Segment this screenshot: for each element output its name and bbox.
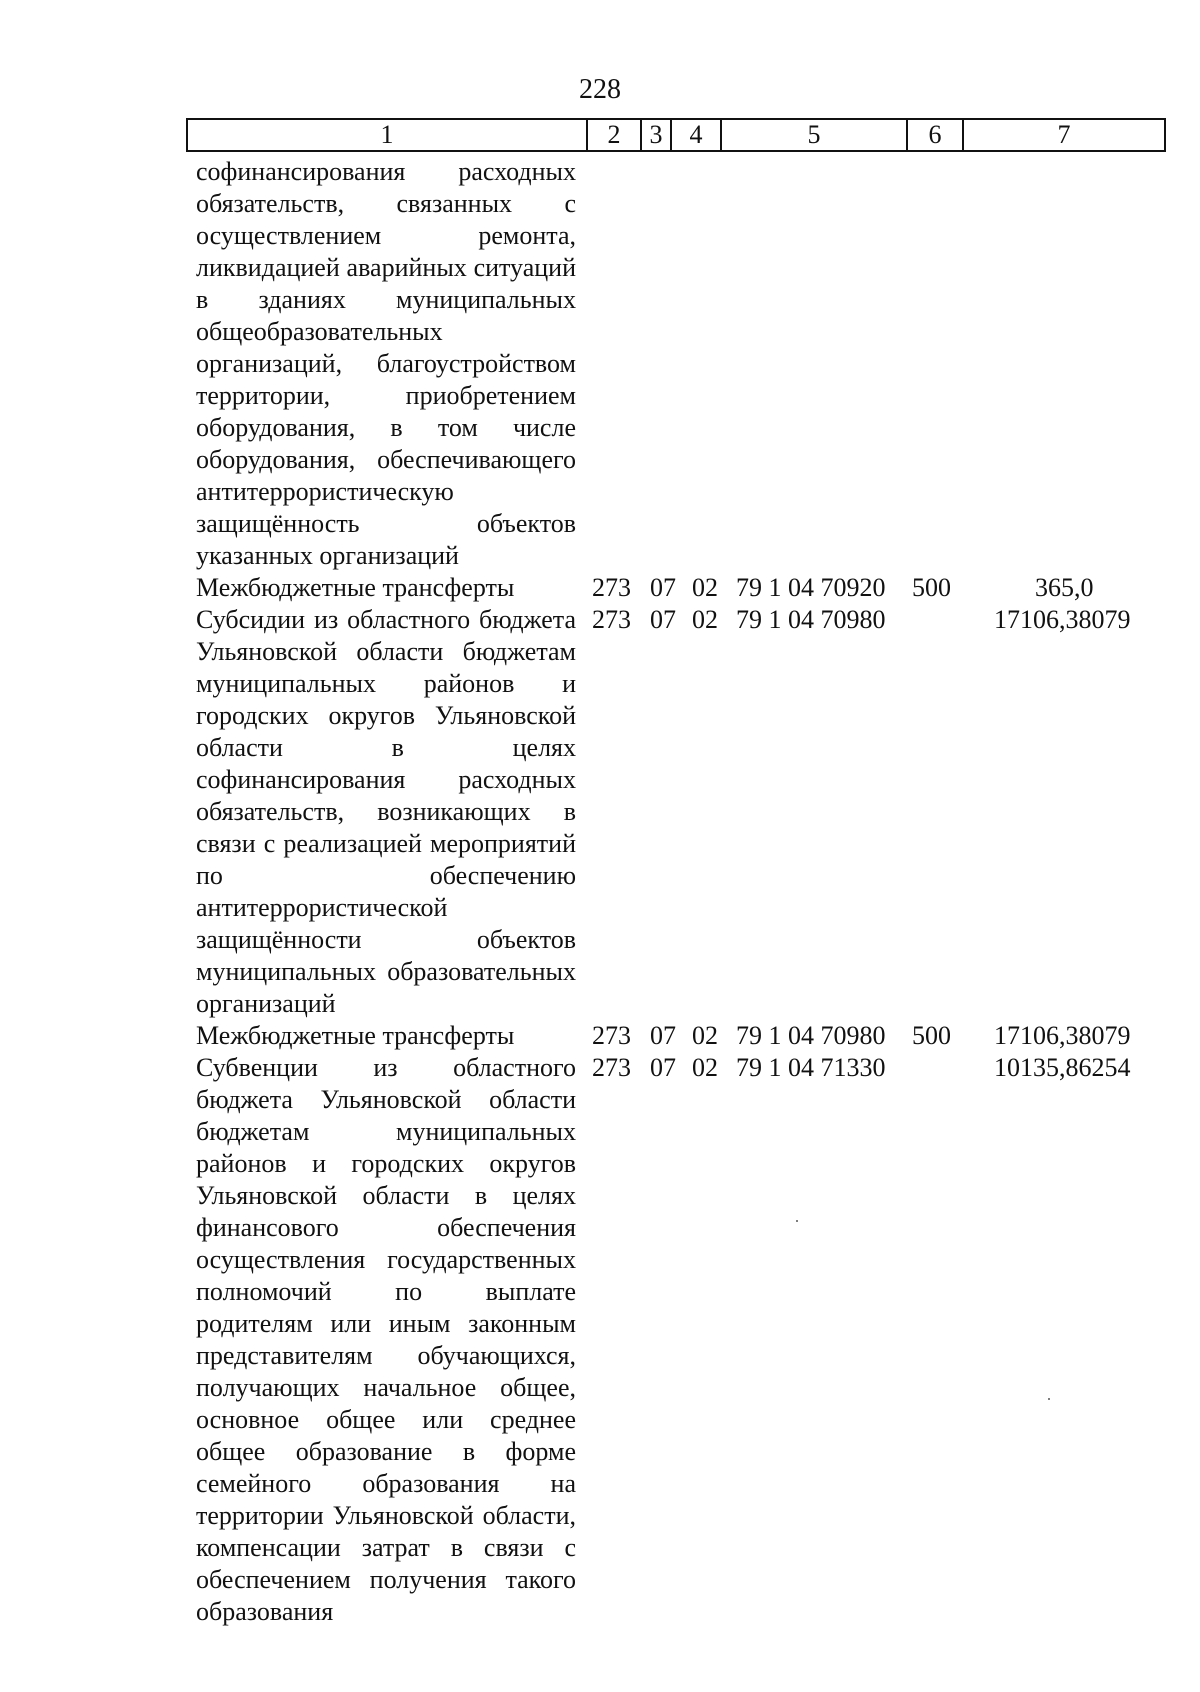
cell-subsection: 02 [692, 573, 718, 602]
header-col-5: 5 [722, 120, 908, 150]
header-col-1: 1 [188, 120, 588, 150]
cell-ministry: 273 [592, 1053, 631, 1082]
row-description: Межбюджетные трансферты [196, 1021, 515, 1050]
table-row [0, 1052, 1200, 1628]
table-row [0, 572, 1200, 604]
cell-subsection: 02 [692, 605, 718, 634]
table-body [0, 156, 1200, 1628]
cell-amount: 17106,38079 [994, 1021, 1131, 1050]
cell-subsection: 02 [692, 1021, 718, 1050]
row-description: Субвенции из областного бюджета Ульяновской области бюджетам муниципальных районов и городских округов Ульяновской области в целях финансового обеспечения осуществления государственных полномочий по выплате родителям или иным законным представителям обучающихся, получающих начальное общее, основное общее или среднее общее образование в форме семейного образования на территории Ульяновской области, компенсации затрат в связи с обеспечением получения такого образования [196, 1053, 576, 1626]
row-description: софинансирования расходных обязательств, связанных с осуществлением ремонта, ликвидацией аварийных ситуаций в зданиях муниципальных общеобразовательных организаций, благоустройством территории, приобретением оборудования, в том числе оборудования, обеспечивающего антитеррористическую защищённость объектов указанных организаций [196, 157, 576, 570]
row-description: Межбюджетные трансферты [196, 573, 515, 602]
cell-section: 07 [650, 1021, 676, 1050]
header-col-3: 3 [642, 120, 672, 150]
cell-ministry: 273 [592, 605, 631, 634]
cell-amount: 17106,38079 [994, 605, 1131, 634]
cell-target: 79 1 04 71330 [736, 1053, 886, 1082]
table-header [186, 118, 1166, 152]
cell-section: 07 [650, 605, 676, 634]
row-description: Субсидии из областного бюджета Ульяновской области бюджетам муниципальных районов и городских округов Ульяновской области в целях софинансирования расходных обязательств, возникающих в связи с реализацией мероприятий по обеспечению антитеррористической защищённости объектов муниципальных образовательных организаций [196, 605, 576, 1018]
cell-type: 500 [912, 1021, 951, 1050]
scan-speck [796, 1220, 798, 1222]
cell-target: 79 1 04 70980 [736, 1021, 886, 1050]
cell-amount: 10135,86254 [994, 1053, 1131, 1082]
cell-ministry: 273 [592, 1021, 631, 1050]
cell-ministry: 273 [592, 573, 631, 602]
page-number: 228 [579, 74, 621, 105]
table-row [0, 156, 1200, 572]
header-col-4: 4 [672, 120, 722, 150]
cell-amount: 365,0 [1035, 573, 1094, 602]
cell-section: 07 [650, 1053, 676, 1082]
header-col-2: 2 [588, 120, 642, 150]
cell-target: 79 1 04 70920 [736, 573, 886, 602]
table-row [0, 1020, 1200, 1052]
header-col-6: 6 [908, 120, 964, 150]
cell-target: 79 1 04 70980 [736, 605, 886, 634]
cell-section: 07 [650, 573, 676, 602]
cell-type: 500 [912, 573, 951, 602]
cell-subsection: 02 [692, 1053, 718, 1082]
table-row [0, 604, 1200, 1020]
header-col-7: 7 [1057, 120, 1071, 149]
scan-speck [1048, 1398, 1050, 1400]
